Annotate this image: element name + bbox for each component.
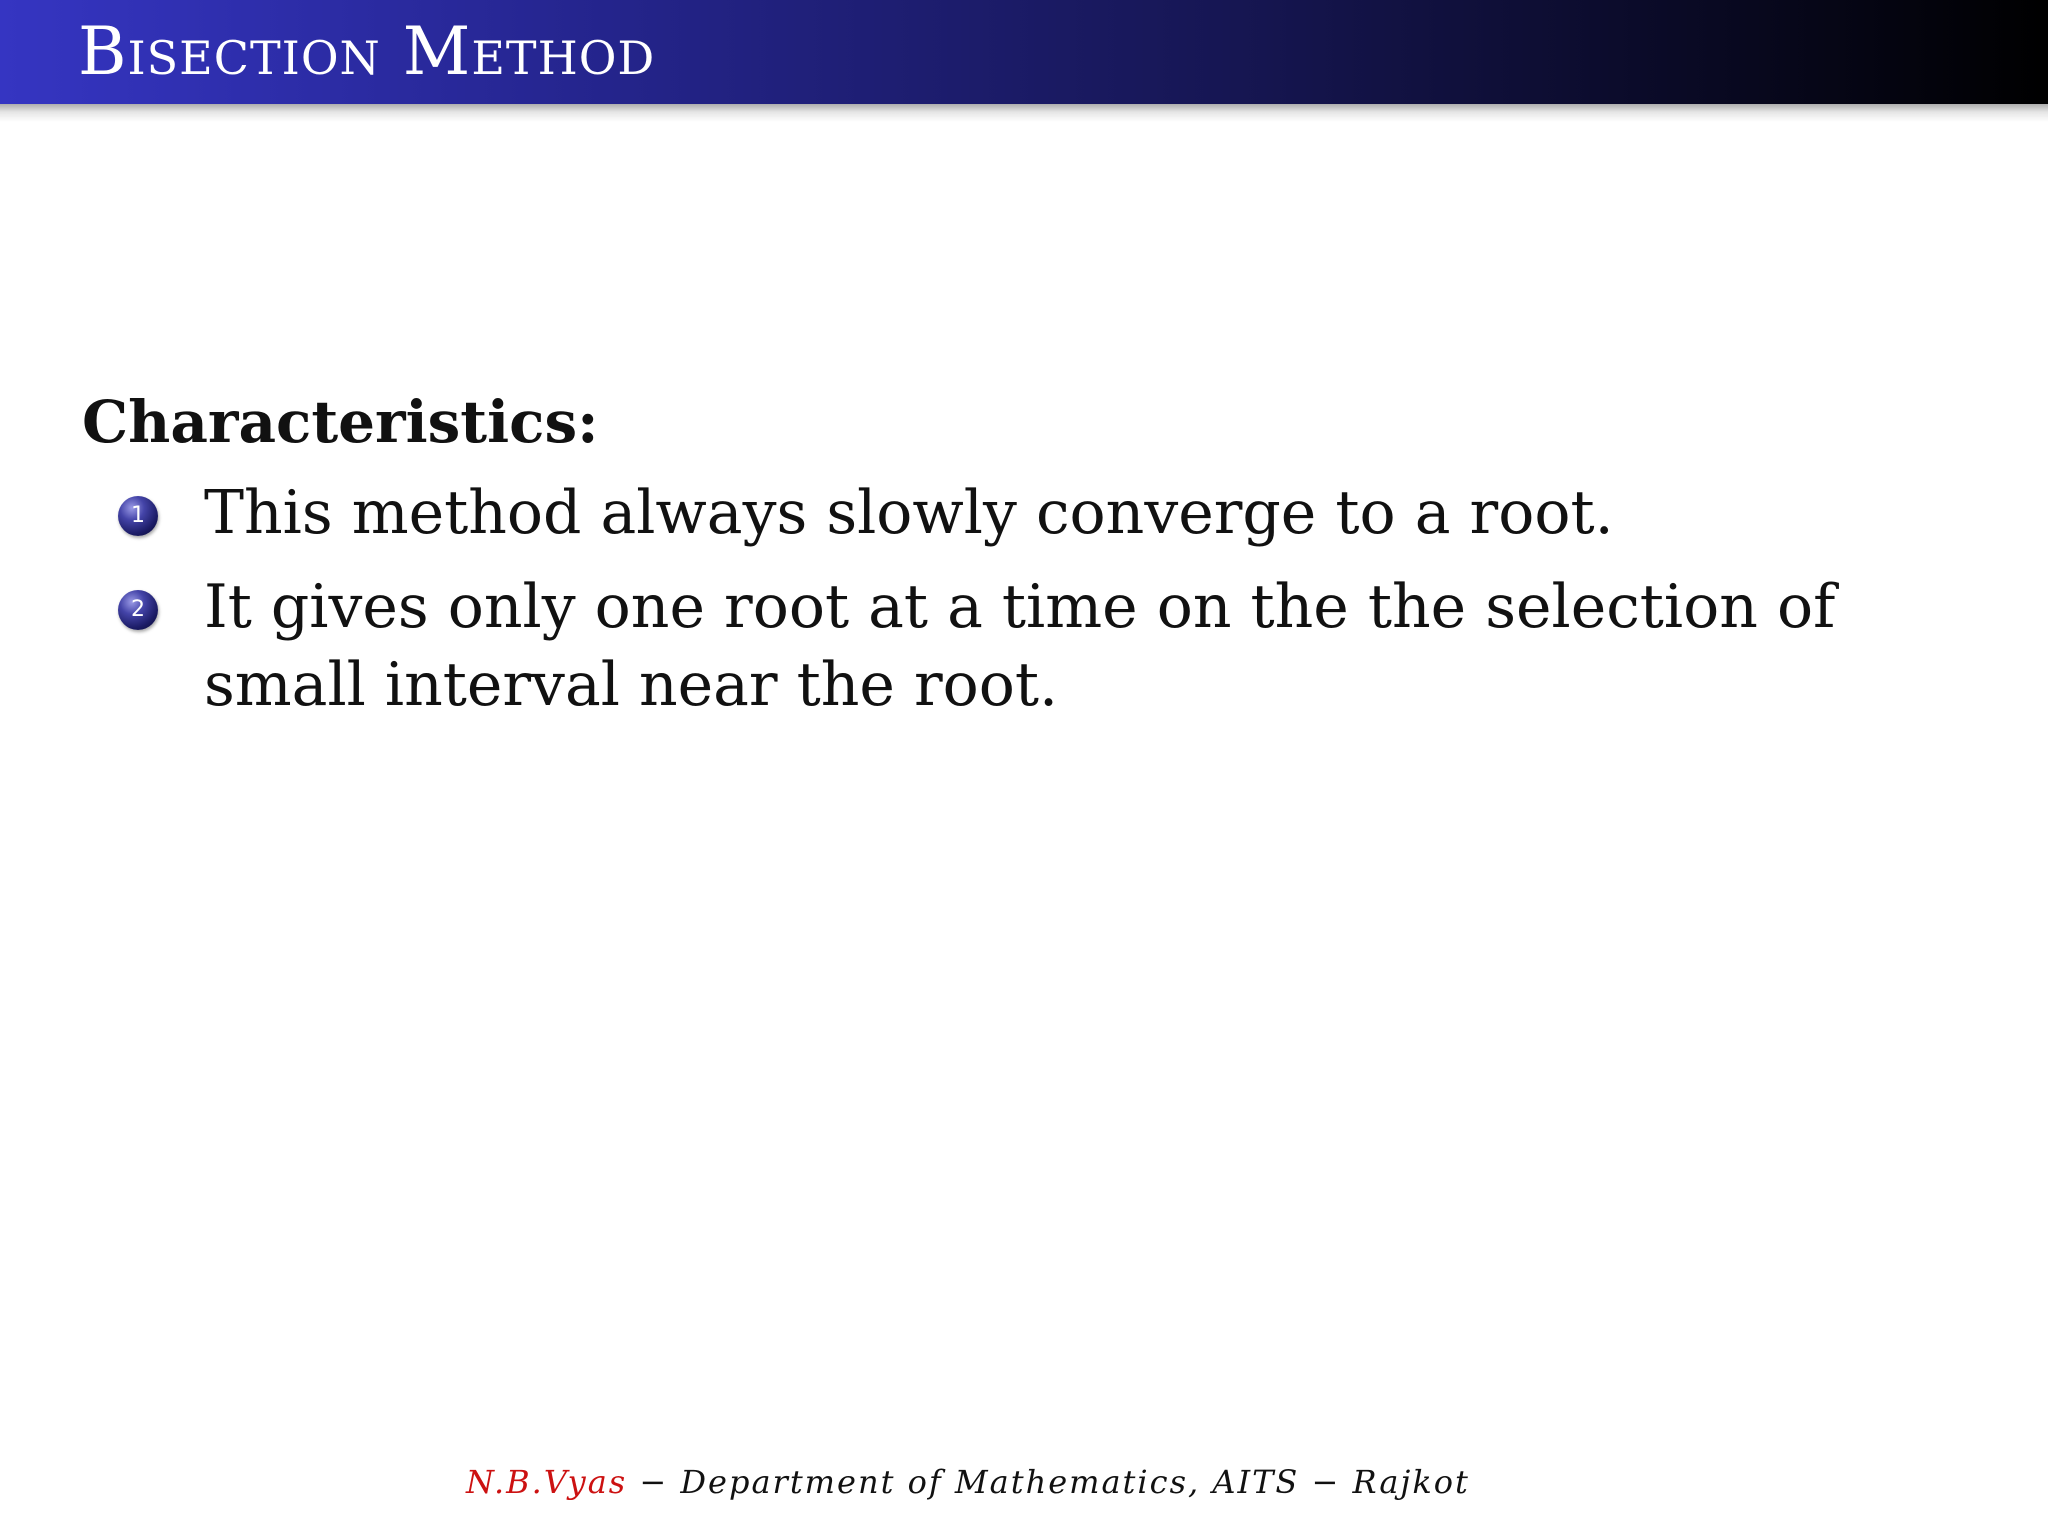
slide-content (82, 382, 1982, 740)
footer-institute: AITS (1200, 1463, 1300, 1501)
numbered-bullet-icon: 2 (118, 590, 158, 630)
footer-separator: − (627, 1463, 681, 1501)
footer-author: N.B.Vyas (466, 1463, 628, 1501)
section-heading: Characteristics: (82, 388, 599, 456)
footer-department: Department of Mathematics, (680, 1463, 1201, 1501)
list-item (82, 474, 1982, 552)
title-bar-shadow (0, 104, 2048, 122)
footer-city: Rajkot (1352, 1463, 1470, 1501)
list-item (82, 568, 1982, 724)
enumerated-list (82, 474, 1982, 724)
title-bar (0, 0, 2048, 104)
numbered-bullet-icon: 1 (118, 496, 158, 536)
list-item-text: This method always slowly converge to a root. (204, 478, 1614, 548)
slide-title: Bisection Method (78, 13, 656, 90)
footer-separator: − (1299, 1463, 1353, 1501)
list-item-text: It gives only one root at a time on the the selection of small interval near the root. (204, 572, 1836, 720)
slide-footer (0, 1460, 1970, 1504)
